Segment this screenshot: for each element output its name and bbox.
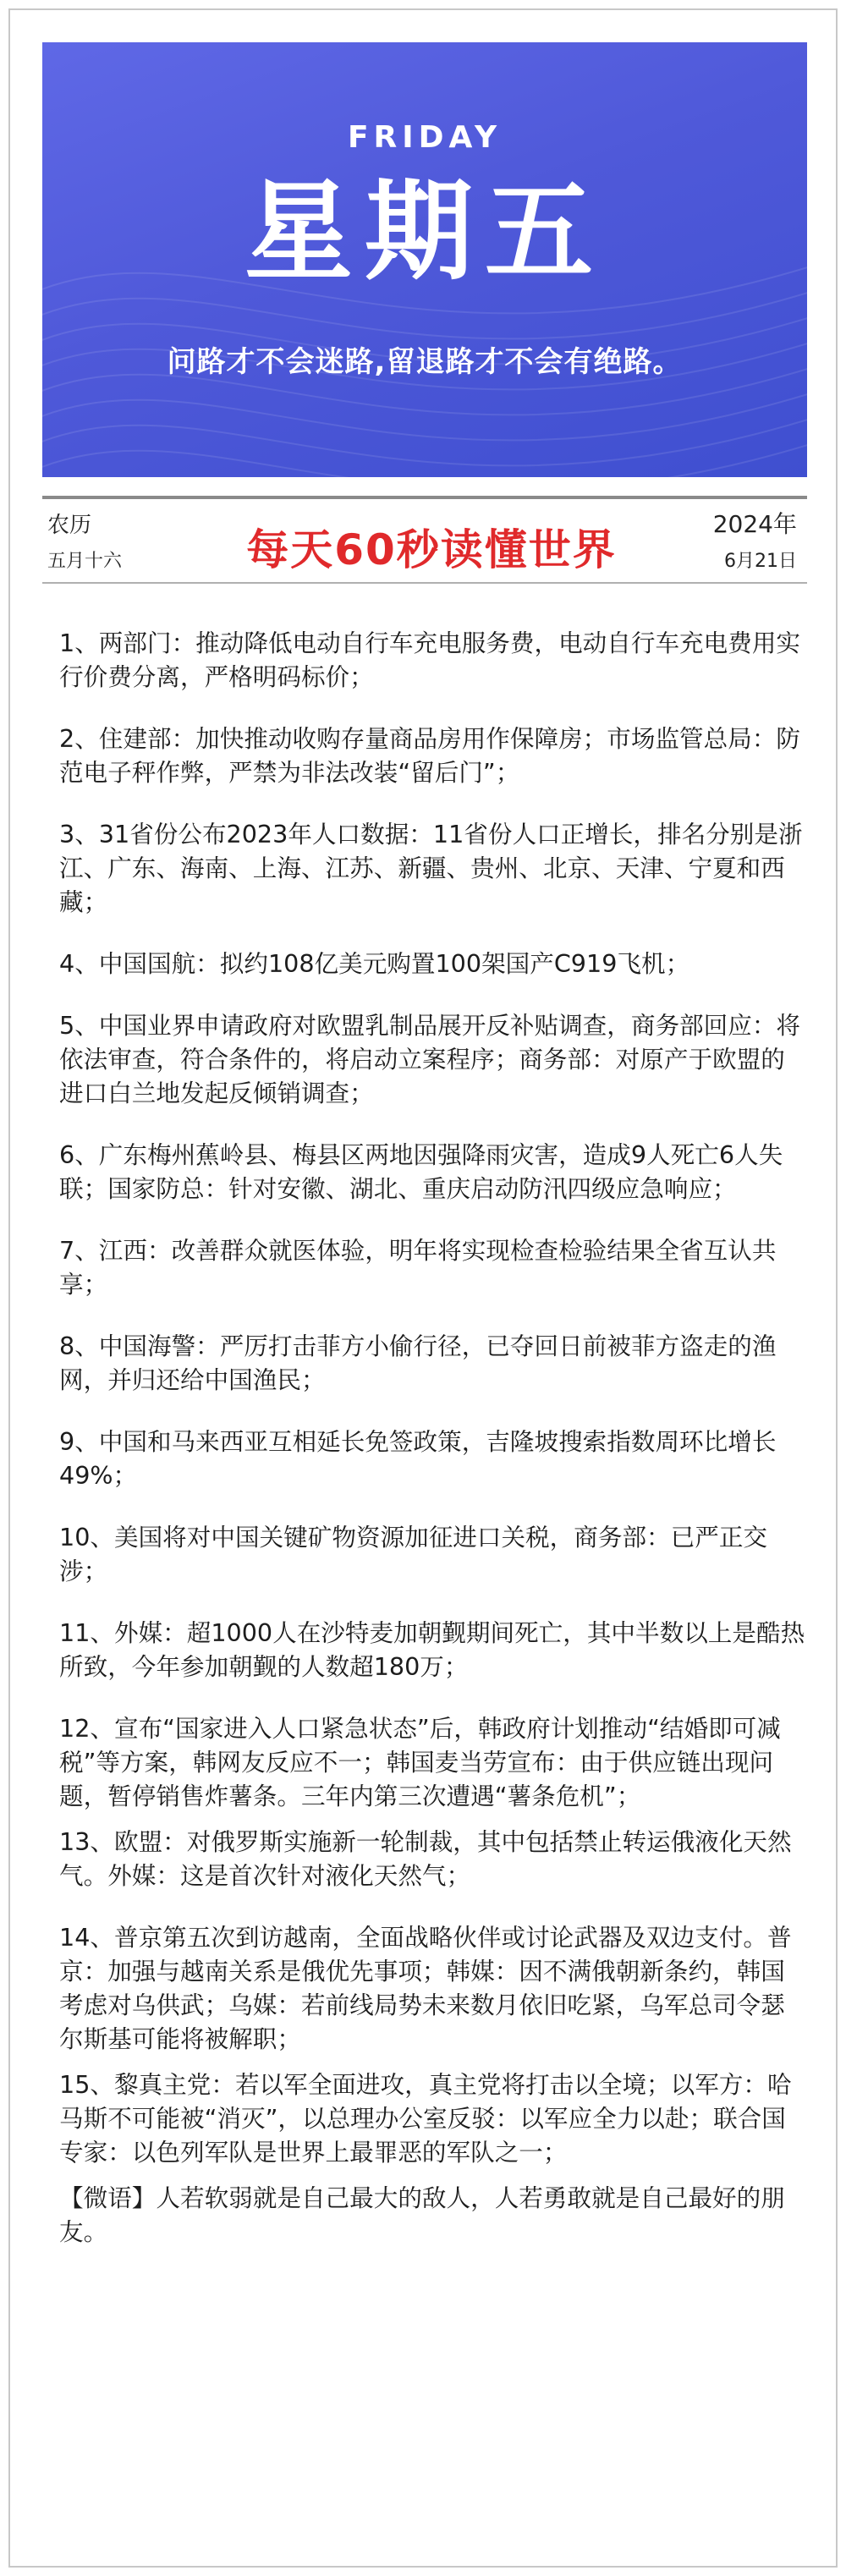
- news-item: 2、住建部：加快推动收购存量商品房用作保障房；市场监管总局：防范电子秤作弊，严禁为非法改装“留后门”；: [59, 724, 801, 787]
- news-list: [59, 626, 807, 2249]
- news-item: 3、31省份公布2023年人口数据：11省份人口正增长，排名分别是浙江、广东、海南、上海、江苏、新疆、贵州、北京、天津、宁夏和西藏；: [59, 820, 803, 916]
- news-item: 15、黎真主党：若以军全面进攻，真主党将打击以全境；以军方：哈马斯不可能被“消灭”，以总理办公室反驳：以军应全力以赴；联合国专家：以色列军队是世界上最罪恶的军队之一；: [59, 2070, 792, 2167]
- news-item: 10、美国将对中国关键矿物资源加征进口关税，商务部：已严正交涉；: [59, 1523, 768, 1585]
- month-day: 6月21日: [724, 551, 797, 572]
- year: 2024年: [712, 510, 797, 538]
- news-item: 7、江西：改善群众就医体验，明年将实现检查检验结果全省互认共享；: [59, 1236, 777, 1299]
- day-english: FRIDAY: [347, 120, 503, 155]
- news-item: 14、普京第五次到访越南，全面战略伙伴或讨论武器及双边支付。普京：加强与越南关系是俄优先事项；韩媒：因不满俄朝新条约，韩国考虑对乌供武；乌媒：若前线局势未来数月依旧吃紧，乌军总司令瑟尔斯基可能将被解职；: [59, 1923, 792, 2053]
- news-item: 8、中国海警：严厉打击菲方小偷行径，已夺回日前被菲方盗走的渔网，并归还给中国渔民；: [59, 1332, 777, 1394]
- news-page: [8, 8, 838, 2568]
- news-item: 4、中国国航：拟约108亿美元购置100架国产C919飞机；: [59, 949, 690, 978]
- news-item: 9、中国和马来西亚互相延长免签政策，吉隆坡搜索指数周环比增长49%；: [59, 1427, 777, 1490]
- lunar-date: 五月十六: [47, 551, 123, 572]
- day-chinese: 星期五: [244, 169, 605, 295]
- news-item: 6、广东梅州蕉岭县、梅县区两地因强降雨灾害，造成9人死亡6人失联；国家防总：针对安徽、湖北、重庆启动防汛四级应急响应；: [59, 1140, 783, 1203]
- news-item: 12、宣布“国家进入人口紧急状态”后，韩政府计划推动“结婚即可减税”等方案，韩网友反应不一；韩国麦当劳宣布：由于供应链出现问题，暂停销售炸薯条。三年内第三次遭遇“薯条危机”；: [59, 1714, 781, 1810]
- news-item: 11、外媒：超1000人在沙特麦加朝觐期间死亡，其中半数以上是酷热所致，今年参加朝觐的人数超180万；: [59, 1618, 805, 1681]
- daily-quote: 【微语】人若软弱就是自己最大的敌人，人若勇敢就是自己最好的朋友。: [59, 2183, 785, 2246]
- news-item: 1、两部门：推动降低电动自行车充电服务费，电动自行车充电费用实行价费分离，严格明码标价；: [59, 629, 801, 691]
- news-item: 13、欧盟：对俄罗斯实施新一轮制裁，其中包括禁止转运俄液化天然气。外媒：这是首次针对液化天然气；: [59, 1827, 792, 1890]
- daily-motto: 问路才不会迷路,留退路才不会有绝路。: [167, 345, 683, 379]
- date-header: [42, 496, 807, 584]
- lunar-label: 农历: [47, 513, 92, 538]
- day-banner: [42, 42, 807, 477]
- news-item: 5、中国业界申请政府对欧盟乳制品展开反补贴调查，商务部回应：将依法审查，符合条件的，将启动立案程序；商务部：对原产于欧盟的进口白兰地发起反倾销调查；: [59, 1011, 801, 1107]
- masthead-title: 每天60秒读懂世界: [246, 525, 617, 574]
